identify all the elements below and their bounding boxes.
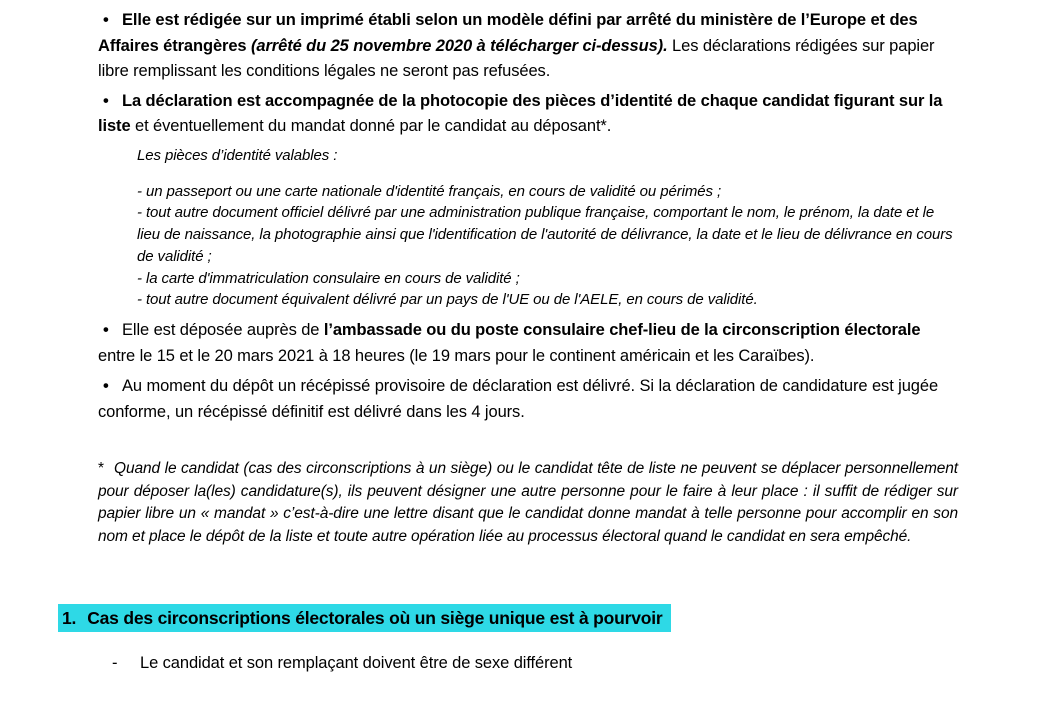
list-item: - tout autre document officiel délivré par une administration publique française, comportant le nom, le prénom, la date et le lieu de naissance, la photographie ainsi que l'identification de l'autorité de délivrance, la date et le lieu de délivrance en cours de validité ; xyxy=(137,204,953,265)
bullet-icon: • xyxy=(103,377,109,396)
bullet2-regular-text: et éventuellement du mandat donné par le candidat au déposant*. xyxy=(130,117,612,135)
bullet1-bold-text: Elle est rédigée sur un imprimé établi selon un modèle défini par arrêté du ministère de l’Europe et des Affaires étrangères xyxy=(98,11,918,55)
section-heading xyxy=(58,604,958,632)
heading-text: Cas des circonscriptions électorales où un siège unique est à pourvoir xyxy=(87,607,663,628)
heading-highlight xyxy=(58,604,671,632)
list-item: - un passeport ou une carte nationale d'identité français, en cours de validité ou périmés ; xyxy=(137,182,722,200)
sub-item xyxy=(112,651,958,676)
heading-number: 1. xyxy=(62,607,77,628)
bullet-item-4 xyxy=(98,374,958,425)
bullet1-download-reference: (arrêté du 25 novembre 2020 à télécharger ci-dessus). xyxy=(251,36,668,55)
bullet4-regular-text: Au moment du dépôt un récépissé provisoire de déclaration est délivré. Si la déclaration de candidature est jugée conforme, un récépissé définitif est délivré dans les 4 jours. xyxy=(98,377,939,421)
footnote-text: Quand le candidat (cas des circonscriptions à un siège) ou le candidat tête de liste ne peuvent se déplacer personnellement pour déposer la(les) candidature(s), ils peuvent désigner une autre personne pour le faire à leur place : il suffit de rédiger sur papier libre un « mandat » c’est-à-dire une lettre disant que le candidat donne mandat à telle personne pour accomplir en son nom et place le dépôt de la liste et toute autre opération liée au processus électoral quand le candidat en sera empêché. xyxy=(98,460,958,545)
footnote xyxy=(98,458,958,548)
bullet2-bold-text: La déclaration est accompagnée de la photocopie des pièces d’identité de chaque candidat figurant sur la liste xyxy=(98,91,943,135)
id-documents-intro: Les pièces d’identité valables : xyxy=(137,146,338,164)
bullet-icon: • xyxy=(103,91,109,110)
sub-item-text: Le candidat et son remplaçant doivent être de sexe différent xyxy=(140,653,573,672)
valid-id-documents-section xyxy=(137,145,958,312)
bullet1-regular-text: Les déclarations rédigées sur papier libre remplissant les conditions légales ne seront pas refusées. xyxy=(98,36,935,80)
bullet3-regular-start: Elle est déposée auprès de xyxy=(122,321,324,340)
bullet-item-1 xyxy=(98,8,958,85)
list-item: - la carte d'immatriculation consulaire en cours de validité ; xyxy=(137,269,520,287)
bullet3-regular-end: entre le 15 et le 20 mars 2021 à 18 heures (le 19 mars pour le continent américain et les Caraïbes). xyxy=(98,346,815,365)
list-item: - tout autre document équivalent délivré par un pays de l'UE ou de l'AELE, en cours de validité. xyxy=(137,291,758,309)
bullet3-bold-text: l’ambassade ou du poste consulaire chef-lieu de la circonscription électorale xyxy=(323,321,921,340)
bullet-icon: • xyxy=(103,11,109,29)
dash-marker: - xyxy=(112,653,118,672)
bullet-item-2 xyxy=(98,89,958,140)
bullet-icon: • xyxy=(103,321,109,340)
bullet-item-3 xyxy=(98,318,958,369)
id-documents-list xyxy=(137,181,958,312)
footnote-asterisk-marker: * xyxy=(98,460,104,478)
